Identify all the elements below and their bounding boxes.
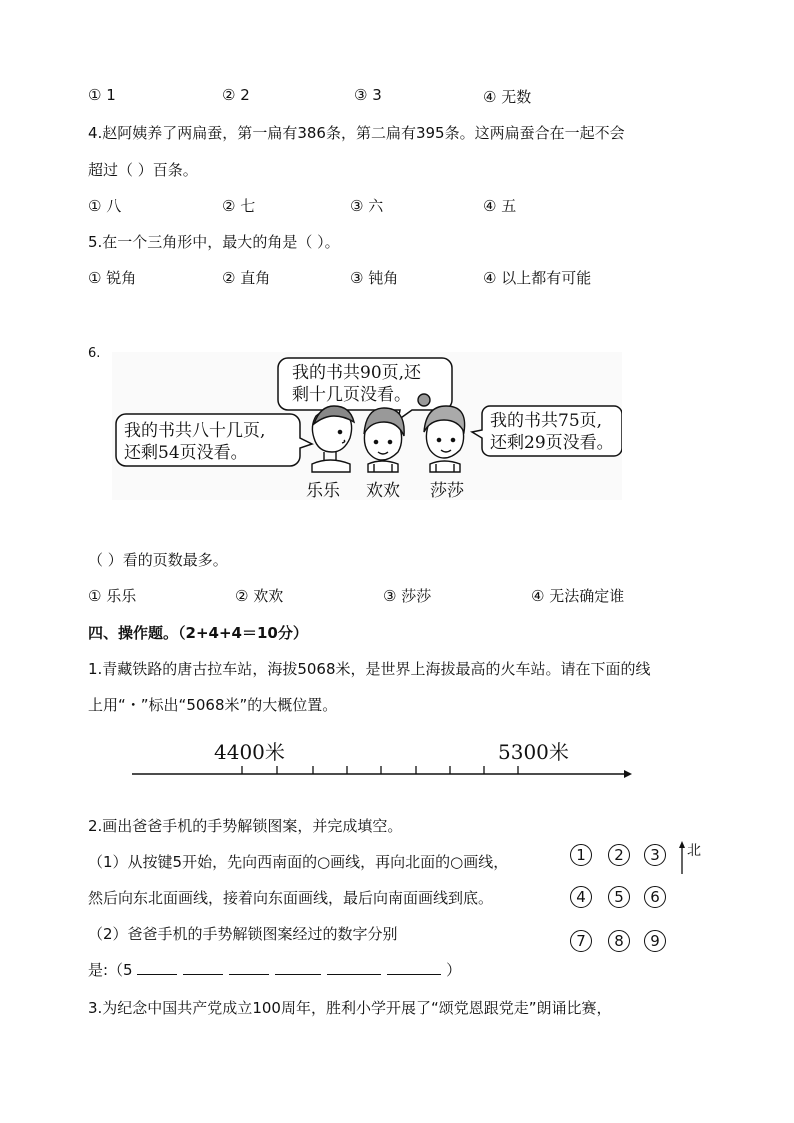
q6-number: 6.: [88, 346, 101, 361]
answer-blank-5[interactable]: [327, 960, 381, 975]
s4-q2-title: 2.画出爸爸手机的手势解锁图案，并完成填空。: [88, 817, 403, 835]
number-line[interactable]: [130, 730, 634, 786]
bubble-lele-line2: 还剩54页没看。: [124, 443, 248, 463]
keypad-key-6[interactable]: 6: [644, 886, 666, 908]
keypad-key-2[interactable]: 2: [608, 844, 630, 866]
q4-option-1: ① 八: [88, 197, 122, 215]
keypad-key-8[interactable]: 8: [608, 930, 630, 952]
q4-option-2: ② 七: [222, 197, 256, 215]
keypad-key-3[interactable]: 3: [644, 844, 666, 866]
q6-option-3: ③ 莎莎: [383, 587, 432, 605]
q3-option-3: ③ 3: [354, 86, 382, 104]
bubble-huanhuan-line1: 我的书共90页,还: [292, 363, 422, 383]
bubble-huanhuan-text: [292, 362, 421, 406]
q4-stem-line1: 4.赵阿姨养了两扁蚕，第一扁有386条，第二扁有395条。这两扁蚕合在一起不会: [88, 124, 625, 142]
q6-option-4: ④ 无法确定谁: [531, 587, 625, 605]
keypad-key-9[interactable]: 9: [644, 930, 666, 952]
north-label: 北: [687, 843, 701, 859]
keypad-key-7[interactable]: 7: [570, 930, 592, 952]
q5-stem: 5.在一个三角形中，最大的角是（ ）。: [88, 233, 340, 251]
answer-blank-2[interactable]: [183, 960, 223, 975]
bubble-shasha-line1: 我的书共75页,: [490, 411, 603, 431]
bubble-huanhuan-line2: 剩十几页没看。: [292, 385, 411, 405]
q6-option-1: ① 乐乐: [88, 587, 137, 605]
s4-q2-p1-line2: 然后向东北面画线，接着向东面画线，最后向南面画线到底。: [88, 889, 494, 907]
q5-option-3: ③ 钝角: [350, 269, 399, 287]
bubble-shasha-line2: 还剩29页没看。: [490, 433, 614, 453]
q4-stem-line2: 超过（ ）百条。: [88, 161, 198, 179]
answer-blank-6[interactable]: [387, 960, 441, 975]
answer-blank-3[interactable]: [229, 960, 269, 975]
bubble-lele-text: [124, 420, 265, 464]
s4-q3-line1: 3.为纪念中国共产党成立100周年，胜利小学开展了“颂党恩跟党走”朗诵比赛，: [88, 999, 612, 1017]
north-arrow: [678, 840, 700, 876]
q5-option-2: ② 直角: [222, 269, 271, 287]
s4-q2-p2-prefix: 是:（5: [88, 961, 133, 979]
name-lele: 乐乐: [306, 481, 340, 501]
bubble-shasha-text: [490, 410, 614, 454]
s4-q1-line2: 上用“・”标出“5068米”的大概位置。: [88, 696, 338, 714]
q6-illustration: [112, 352, 622, 500]
q3-option-2: ② 2: [222, 86, 250, 104]
name-shasha: 莎莎: [430, 481, 464, 501]
q5-option-1: ① 锐角: [88, 269, 137, 287]
keypad-key-4[interactable]: 4: [570, 886, 592, 908]
name-huanhuan: 欢欢: [366, 481, 400, 501]
q3-option-4: ④ 无数: [483, 88, 532, 106]
numberline-label-5300: 5300米: [498, 740, 569, 764]
s4-q2-p2-suffix: ）: [446, 961, 462, 979]
q5-option-4: ④ 以上都有可能: [483, 269, 592, 287]
s4-q2-p1-line1: （1）从按键5开始，先向西南面的○画线，再向北面的○画线，: [88, 853, 509, 871]
s4-q2-p2-line2: [88, 959, 461, 980]
q6-option-2: ② 欢欢: [235, 587, 284, 605]
q4-option-4: ④ 五: [483, 197, 517, 215]
numberline-label-4400: 4400米: [214, 740, 285, 764]
q3-option-1: ① 1: [88, 86, 116, 104]
answer-blank-4[interactable]: [275, 960, 321, 975]
bubble-lele-line1: 我的书共八十几页,: [124, 421, 266, 441]
q4-option-3: ③ 六: [350, 197, 384, 215]
keypad-key-1[interactable]: 1: [570, 844, 592, 866]
answer-blank-1[interactable]: [137, 960, 177, 975]
q6-stem: （ ）看的页数最多。: [88, 551, 228, 569]
section4-title: 四、操作题。（2+4+4＝10分）: [88, 624, 308, 642]
keypad-key-5[interactable]: 5: [608, 886, 630, 908]
s4-q2-p2-line1: （2）爸爸手机的手势解锁图案经过的数字分别: [88, 925, 398, 943]
s4-q1-line1: 1.青藏铁路的唐古拉车站，海拔5068米，是世界上海拔最高的火车站。请在下面的线: [88, 660, 651, 678]
